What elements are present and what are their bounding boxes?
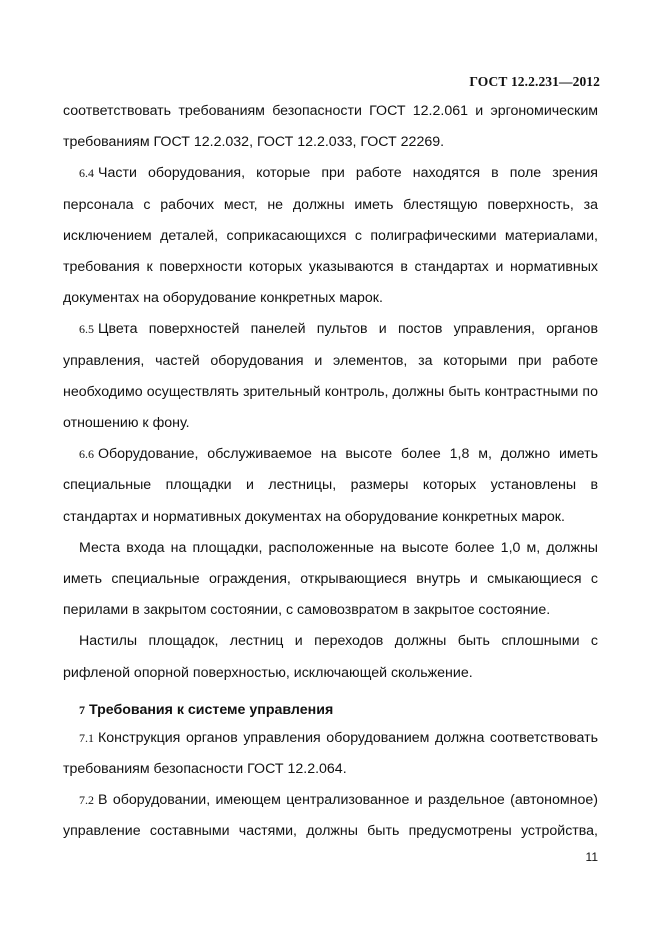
- paragraph-text: Места входа на площадки, расположенные на высоте более 1,0 м, должны иметь специальные ограждения, открывающиеся внутрь и смыкающиеся с перилами в закрытом состоянии, с самовозвратом в закрытое состояние.: [63, 539, 598, 619]
- clause-number: 7.2: [79, 793, 94, 808]
- section-title: Требования к системе управления: [89, 701, 334, 718]
- paragraph-flooring: [63, 626, 598, 688]
- paragraph-7-2: [63, 785, 598, 847]
- paragraph-entry-places: [63, 533, 598, 627]
- clause-number: 6.4: [79, 166, 94, 181]
- page-content: [63, 96, 598, 848]
- section-7-heading: [63, 697, 598, 723]
- paragraph-6-5: [63, 314, 598, 439]
- paragraph-7-1: [63, 723, 598, 785]
- clause-number: 7.1: [79, 730, 94, 745]
- paragraph-text: Оборудование, обслуживаемое на высоте более 1,8 м, должно иметь специальные площадки и лестницы, размеры которых установлены в стандартах и нормативных документах на оборудование конкретных марок.: [63, 446, 598, 525]
- paragraph-text: соответствовать требованиям безопасности ГОСТ 12.2.061 и эргономическим требованиям ГОСТ 12.2.032, ГОСТ 12.2.033, ГОСТ 22269.: [63, 103, 598, 151]
- paragraph-6-4: [63, 158, 598, 314]
- paragraph-text: В оборудовании, имеющем централизованное и раздельное (автономное) управление составными частями, должны быть предусмотрены устройства,: [63, 792, 598, 840]
- clause-number: 6.6: [79, 447, 94, 462]
- clause-number: 6.5: [79, 322, 94, 337]
- paragraph-text: Настилы площадок, лестниц и переходов должны быть сплошными с рифленой опорной поверхностью, исключающей скольжение.: [63, 633, 598, 681]
- paragraph-text: Цвета поверхностей панелей пультов и постов управления, органов управления, частей оборудования и элементов, за которыми при работе необходимо осуществлять зрительный контроль, должны быть контрастными по отношению к фону.: [63, 321, 598, 432]
- section-number: 7: [79, 702, 85, 717]
- paragraph-text: Конструкция органов управления оборудованием должна соответствовать требованиям безопасности ГОСТ 12.2.064.: [63, 729, 598, 778]
- paragraph-continuation: [63, 96, 598, 158]
- page-number: 11: [585, 850, 598, 864]
- document-code-header: ГОСТ 12.2.231—2012: [469, 74, 600, 89]
- paragraph-6-6: [63, 439, 598, 533]
- paragraph-text: Части оборудования, которые при работе находятся в поле зрения персонала с рабочих мест, не должны иметь блестящую поверхность, за исключением деталей, соприкасающихся с полиграфическими материалами, требования к поверхности которых указываются в стандартах и нормативных документах на оборудование конкретных марок.: [63, 165, 598, 307]
